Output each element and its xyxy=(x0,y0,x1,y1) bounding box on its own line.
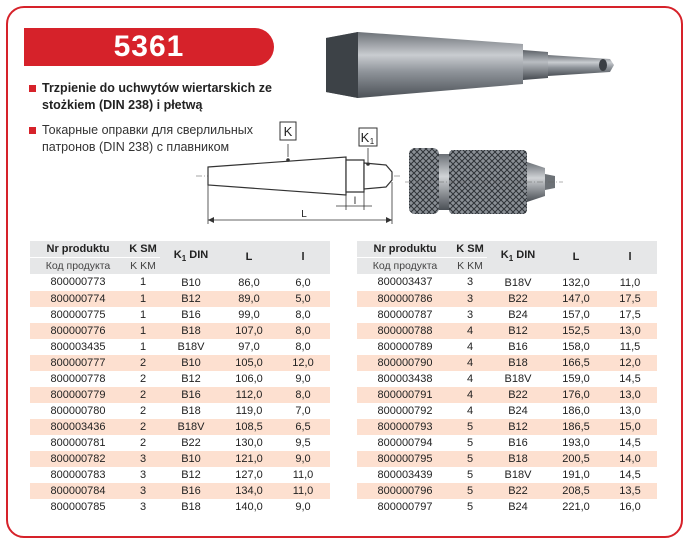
header-k1 xyxy=(160,241,222,274)
label-l-upper: L xyxy=(301,209,307,220)
cell-i: 6,0 xyxy=(295,276,311,289)
cell-product-number: 800000791 xyxy=(357,387,453,403)
cell-k-sm: 3 xyxy=(466,308,474,321)
cell-k1-din: B10 xyxy=(160,451,222,467)
cell-l: 107,0 xyxy=(222,323,276,339)
cell-k1-din: B12 xyxy=(181,468,201,481)
cell-k-sm: 4 xyxy=(453,387,487,403)
cell-k1-din: B18 xyxy=(487,451,549,467)
cell-l: 86,0 xyxy=(238,276,260,289)
cell-product-number: 800003438 xyxy=(377,372,433,385)
cell-product-number: 800000795 xyxy=(357,451,453,467)
table-row xyxy=(357,274,657,291)
cell-l: 147,0 xyxy=(549,291,603,307)
cell-k1-din: B22 xyxy=(181,436,201,449)
cell-k1-din: B18 xyxy=(487,355,549,371)
cell-k-sm: 2 xyxy=(139,372,147,385)
cell-k-sm: 1 xyxy=(139,340,147,353)
technical-drawing xyxy=(196,120,406,230)
product-photo xyxy=(318,22,638,112)
cell-k-sm: 5 xyxy=(466,500,474,513)
cell-k1-din: B18V xyxy=(504,372,532,385)
cell-product-number: 800000787 xyxy=(377,308,433,321)
cell-product-number: 800000773 xyxy=(50,276,106,289)
header-nr-pl: Nr produktu xyxy=(30,241,126,258)
table-body-right xyxy=(357,274,657,515)
table-row xyxy=(357,403,657,419)
cell-k-sm: 3 xyxy=(139,468,147,481)
product-code-badge: 5361 xyxy=(24,28,274,66)
cell-product-number: 800000778 xyxy=(50,372,106,385)
cell-k-sm: 2 xyxy=(139,436,147,449)
table-row xyxy=(357,387,657,403)
table-row xyxy=(30,355,330,371)
cell-k1-din: B16 xyxy=(160,387,222,403)
cell-i: 8,0 xyxy=(276,387,330,403)
description-polish-text: Trzpienie do uchwytów wiertarskich ze stożkiem (DIN 238) i płetwą xyxy=(42,81,272,112)
cell-k-sm: 3 xyxy=(126,483,160,499)
cell-l: 186,5 xyxy=(549,419,603,435)
header-k1 xyxy=(487,241,549,274)
header-ksm-pl: K SM xyxy=(453,241,487,258)
table-row xyxy=(357,419,657,435)
cell-i: 14,5 xyxy=(619,468,641,481)
cell-product-number: 800000793 xyxy=(357,419,453,435)
header-k1-label: K xyxy=(500,249,509,262)
table-row xyxy=(30,339,330,355)
cell-k1-din: B18 xyxy=(181,404,201,417)
cell-i: 7,0 xyxy=(295,404,311,417)
cell-product-number: 800000797 xyxy=(377,500,433,513)
cell-i: 11,0 xyxy=(619,276,641,289)
header-ksm-ru: K KM xyxy=(126,258,160,275)
cell-product-number: 800000785 xyxy=(50,500,106,513)
cell-i: 13,0 xyxy=(619,404,641,417)
cell-k-sm: 2 xyxy=(126,355,160,371)
header-i: l xyxy=(276,241,330,274)
cell-i: 11,0 xyxy=(276,483,330,499)
cell-k1-din: B16 xyxy=(508,436,528,449)
table-row xyxy=(30,467,330,483)
header-ksm-ru: K KM xyxy=(453,258,487,275)
table-body-left xyxy=(30,274,330,515)
cell-l: 108,5 xyxy=(222,419,276,435)
cell-l: 130,0 xyxy=(235,436,263,449)
cell-i: 9,0 xyxy=(295,500,311,513)
cell-k1-din: B18 xyxy=(181,500,201,513)
cell-product-number: 800003439 xyxy=(377,468,433,481)
cell-l: 221,0 xyxy=(562,500,590,513)
cell-l: 140,0 xyxy=(235,500,263,513)
table-row xyxy=(357,323,657,339)
table-row xyxy=(30,451,330,467)
cell-k-sm: 5 xyxy=(466,436,474,449)
description-russian-text: Токарные оправки для сверлильных патронов (DIN 238) с плавником xyxy=(42,123,254,154)
cell-k-sm: 4 xyxy=(466,340,474,353)
cell-product-number: 800000776 xyxy=(30,323,126,339)
table-row xyxy=(30,435,330,451)
cell-l: 200,5 xyxy=(549,451,603,467)
cell-product-number: 800000790 xyxy=(357,355,453,371)
cell-l: 132,0 xyxy=(562,276,590,289)
label-l-lower: l xyxy=(353,196,357,207)
cell-k-sm: 3 xyxy=(126,451,160,467)
cell-l: 99,0 xyxy=(238,308,260,321)
table-row xyxy=(357,451,657,467)
cell-l: 157,0 xyxy=(562,308,590,321)
cell-product-number: 800000784 xyxy=(30,483,126,499)
cell-k-sm: 1 xyxy=(139,276,147,289)
table-row xyxy=(30,291,330,307)
cell-product-number: 800000777 xyxy=(30,355,126,371)
header-i: l xyxy=(603,241,657,274)
cell-i: 16,0 xyxy=(619,500,641,513)
cell-product-number: 800000792 xyxy=(377,404,433,417)
cell-l: 134,0 xyxy=(222,483,276,499)
cell-product-number: 800000789 xyxy=(377,340,433,353)
header-nr-pl: Nr produktu xyxy=(357,241,453,258)
cell-k-sm: 1 xyxy=(126,291,160,307)
cell-product-number: 800000775 xyxy=(50,308,106,321)
cell-k-sm: 4 xyxy=(466,372,474,385)
table-row xyxy=(30,307,330,323)
cell-l: 193,0 xyxy=(562,436,590,449)
header-nr-ru: Код продукта xyxy=(30,258,126,275)
cell-i: 9,5 xyxy=(295,436,311,449)
header-l: L xyxy=(222,241,276,274)
header-nr-ru: Код продукта xyxy=(357,258,453,275)
table-row xyxy=(357,339,657,355)
cell-l: 186,0 xyxy=(562,404,590,417)
cell-i: 9,0 xyxy=(276,451,330,467)
cell-k-sm: 5 xyxy=(453,483,487,499)
cell-l: 159,0 xyxy=(562,372,590,385)
cell-k-sm: 3 xyxy=(139,500,147,513)
cell-i: 13,0 xyxy=(603,387,657,403)
cell-i: 11,5 xyxy=(619,340,641,353)
cell-product-number: 800000794 xyxy=(377,436,433,449)
cell-k1-din: B22 xyxy=(487,387,549,403)
cell-k1-din: B24 xyxy=(508,404,528,417)
cell-l: 106,0 xyxy=(235,372,263,385)
cell-k1-din: B10 xyxy=(160,355,222,371)
cell-product-number: 800000779 xyxy=(30,387,126,403)
cell-l: 208,5 xyxy=(549,483,603,499)
cell-k1-din: B10 xyxy=(181,276,201,289)
table-row xyxy=(357,435,657,451)
table-row xyxy=(357,483,657,499)
table-row xyxy=(30,323,330,339)
header-k1-suffix: DIN xyxy=(513,249,536,262)
product-table-right xyxy=(357,241,657,515)
cell-k-sm: 5 xyxy=(466,468,474,481)
cell-l: 127,0 xyxy=(235,468,263,481)
cell-k-sm: 4 xyxy=(453,323,487,339)
cell-product-number: 800000782 xyxy=(30,451,126,467)
table-row xyxy=(357,371,657,387)
table-row xyxy=(30,274,330,291)
cell-i: 17,5 xyxy=(619,308,641,321)
cell-k1-din: B12 xyxy=(487,323,549,339)
description-polish xyxy=(30,80,282,114)
label-k: K xyxy=(283,124,293,139)
cell-l: 97,0 xyxy=(238,340,260,353)
cell-product-number: 800000786 xyxy=(357,291,453,307)
cell-product-number: 800000774 xyxy=(30,291,126,307)
cell-i: 6,5 xyxy=(276,419,330,435)
cell-i: 12,0 xyxy=(603,355,657,371)
table-row xyxy=(357,467,657,483)
cell-i: 17,5 xyxy=(603,291,657,307)
cell-l: 158,0 xyxy=(562,340,590,353)
cell-l: 119,0 xyxy=(235,404,263,417)
cell-k1-din: B16 xyxy=(181,308,201,321)
cell-l: 166,5 xyxy=(549,355,603,371)
cell-k1-din: B16 xyxy=(160,483,222,499)
cell-k1-din: B22 xyxy=(487,483,549,499)
cell-k1-din: B18V xyxy=(504,276,532,289)
cell-k-sm: 5 xyxy=(453,451,487,467)
header-k1-suffix: DIN xyxy=(186,249,209,262)
cell-k1-din: B18V xyxy=(504,468,532,481)
cell-l: 105,0 xyxy=(222,355,276,371)
cell-i: 9,0 xyxy=(295,372,311,385)
cell-l: 112,0 xyxy=(222,387,276,403)
cell-l: 191,0 xyxy=(562,468,590,481)
cell-k1-din: B12 xyxy=(160,291,222,307)
table-row xyxy=(357,499,657,515)
cell-l: 89,0 xyxy=(222,291,276,307)
red-bullet-icon xyxy=(29,85,36,92)
cell-i: 15,0 xyxy=(603,419,657,435)
cell-k1-din: B18 xyxy=(160,323,222,339)
cell-product-number: 800003436 xyxy=(30,419,126,435)
cell-k1-din: B18V xyxy=(177,340,205,353)
cell-k1-din: B12 xyxy=(487,419,549,435)
cell-k1-din: B16 xyxy=(508,340,528,353)
cell-k1-din: B24 xyxy=(508,500,528,513)
cell-product-number: 800000796 xyxy=(357,483,453,499)
table-row xyxy=(30,419,330,435)
cell-k-sm: 3 xyxy=(453,291,487,307)
cell-k1-din: B24 xyxy=(508,308,528,321)
table-row xyxy=(30,499,330,515)
cell-l: 152,5 xyxy=(549,323,603,339)
cell-product-number: 800003437 xyxy=(377,276,433,289)
cell-k-sm: 4 xyxy=(466,404,474,417)
table-row xyxy=(30,483,330,499)
product-table-left xyxy=(30,241,330,515)
table-row xyxy=(357,355,657,371)
cell-i: 14,0 xyxy=(603,451,657,467)
header-k1-label: K xyxy=(173,249,182,262)
cell-k-sm: 1 xyxy=(126,323,160,339)
table-row xyxy=(30,403,330,419)
cell-product-number: 800000780 xyxy=(50,404,106,417)
label-k1-sub: 1 xyxy=(369,137,375,146)
cell-i: 13,5 xyxy=(603,483,657,499)
cell-i: 12,0 xyxy=(276,355,330,371)
cell-i: 14,5 xyxy=(619,436,641,449)
label-k1: K xyxy=(360,130,370,145)
cell-i: 8,0 xyxy=(276,323,330,339)
cell-k1-din: B12 xyxy=(181,372,201,385)
table-row xyxy=(30,371,330,387)
header-l: L xyxy=(549,241,603,274)
cell-k-sm: 4 xyxy=(453,355,487,371)
cell-k1-din: B18V xyxy=(160,419,222,435)
table-row xyxy=(30,387,330,403)
cell-k-sm: 2 xyxy=(139,404,147,417)
table-row xyxy=(357,291,657,307)
red-bullet-icon xyxy=(29,127,36,134)
cell-product-number: 800000781 xyxy=(50,436,106,449)
cell-product-number: 800000788 xyxy=(357,323,453,339)
header-k1-sub: 1 xyxy=(181,254,187,264)
chuck-photo xyxy=(405,140,565,230)
cell-l: 176,0 xyxy=(549,387,603,403)
cell-product-number: 800003435 xyxy=(50,340,106,353)
cell-i: 11,0 xyxy=(292,468,314,481)
cell-i: 5,0 xyxy=(276,291,330,307)
cell-k-sm: 3 xyxy=(466,276,474,289)
table-row xyxy=(357,307,657,323)
cell-k-sm: 1 xyxy=(139,308,147,321)
cell-i: 13,0 xyxy=(603,323,657,339)
cell-i: 14,5 xyxy=(619,372,641,385)
cell-k-sm: 2 xyxy=(126,387,160,403)
header-k1-sub: 1 xyxy=(508,254,514,264)
cell-product-number: 800000783 xyxy=(50,468,106,481)
cell-l: 121,0 xyxy=(222,451,276,467)
cell-i: 8,0 xyxy=(295,308,311,321)
header-ksm-pl: K SM xyxy=(126,241,160,258)
cell-i: 8,0 xyxy=(295,340,311,353)
cell-k-sm: 2 xyxy=(126,419,160,435)
cell-k-sm: 5 xyxy=(453,419,487,435)
cell-k1-din: B22 xyxy=(487,291,549,307)
